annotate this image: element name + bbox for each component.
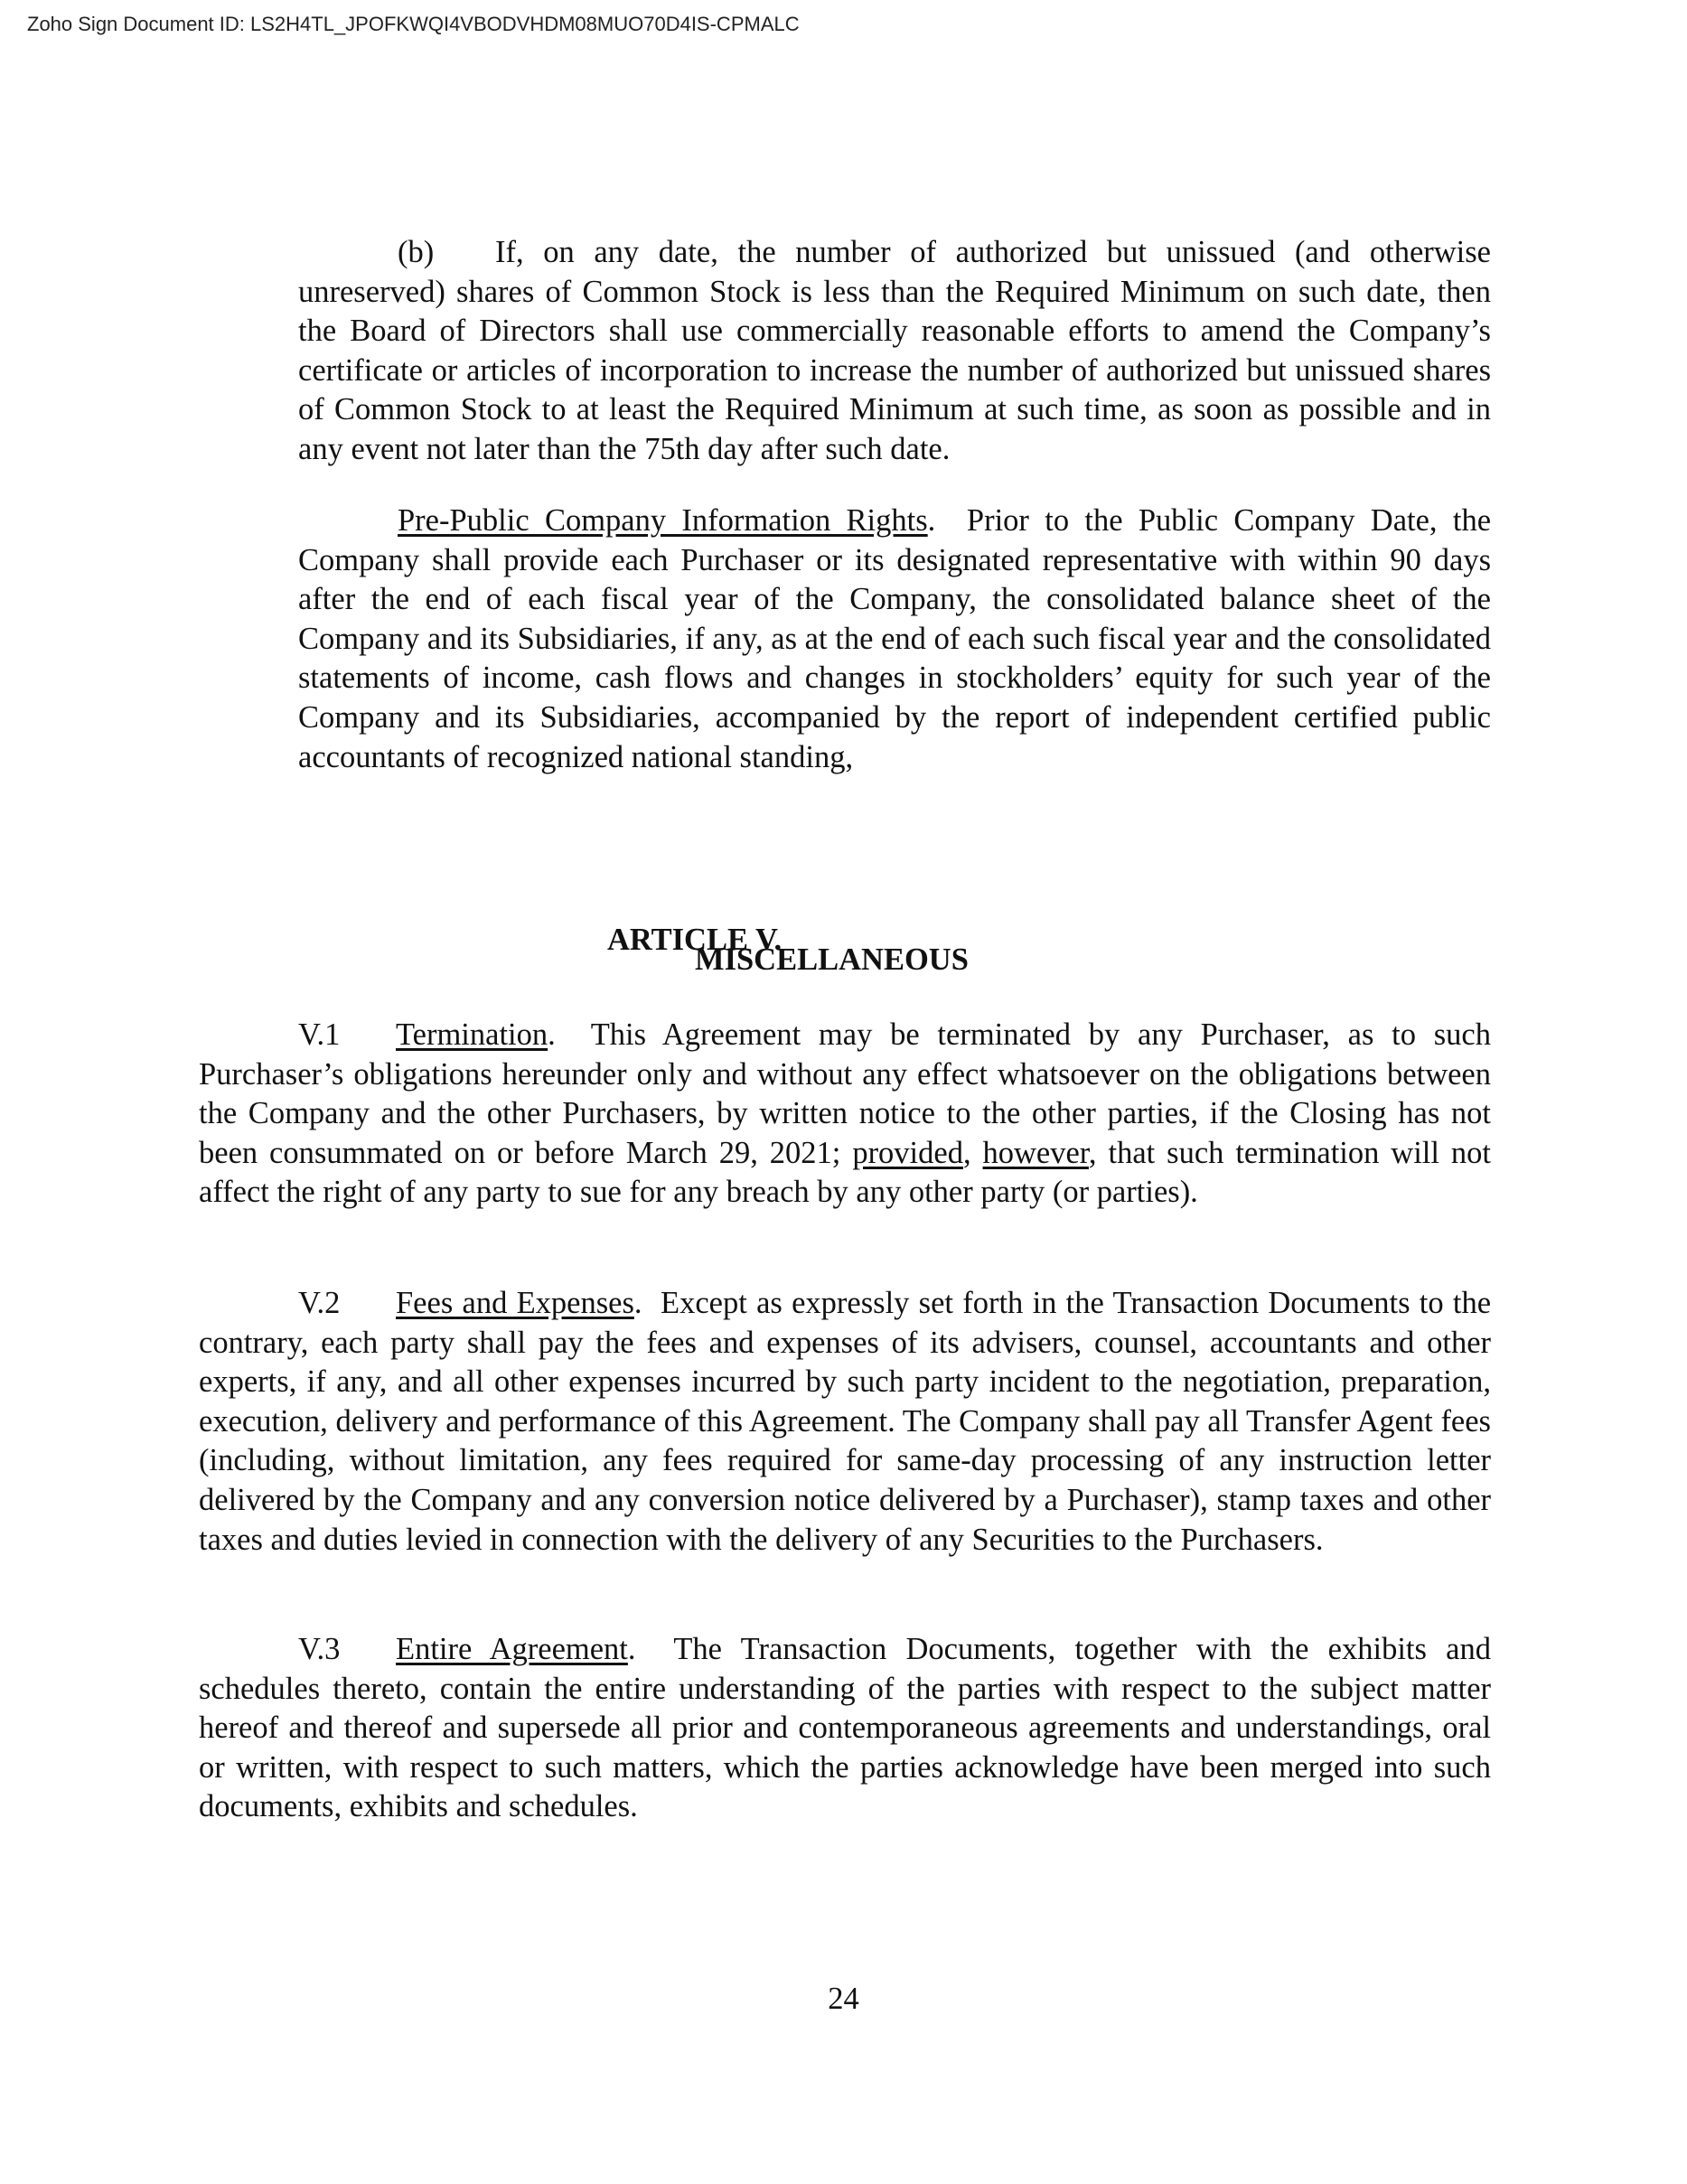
section-v3-text: The Transaction Documents, together with the exhibits and schedules thereto, contain the entire understanding of the parties with respect to the subject matter hereof and thereof and supersede all prior and contemporaneous agreements and understandings, oral or written, with respect to such matters, which the parties acknowledge have been merged into such documents, exhibits and schedules. (199, 1632, 1491, 1824)
section-v1-provided: provided (852, 1135, 963, 1170)
section-v1-text-after: , that such termination will not affect the right of any party to sue for any breach by any other party (or parties). (199, 1135, 1491, 1210)
section-v1: V.1 Termination. This Agreement may be terminated by any Purchaser, as to such Purchaser’s obligations hereunder only and without any effect whatsoever on the obligations between the Company and the other Purchasers, by written notice to the other parties, if the Closing has not been consummated on or before March 29, 2021; provided, however, that such termination will not affect the right of any party to sue for any breach by any other party (or parties). (199, 1017, 1491, 1210)
article-title: MISCELLANEOUS (695, 942, 969, 977)
section-v1-comma: , (962, 1135, 983, 1170)
section-v3-number: V.3 (298, 1632, 341, 1666)
section-v2-text: Except as expressly set forth in the Transaction Documents to the contrary, each party shall pay the fees and expenses of its advisers, counsel, accountants and other experts, if any, and all other expenses incurred by such party incident to the negotiation, preparation, execution, delivery and performance of this Agreement. The Company shall pay all Transfer Agent fees (including, without limitation, any fees required for same-day processing of any instruction letter delivered by the Company and any conversion notice delivered by a Purchaser), stamp taxes and other taxes and duties levied in connection with the delivery of any Securities to the Purchasers. (199, 1286, 1492, 1557)
section-v2-heading: Fees and Expenses (396, 1286, 634, 1320)
section-v1-text-before: This Agreement may be terminated by any Purchaser, as to such Purchaser’s obligations hereunder only and without any effect whatsoever on the obligations between the Company and the other Purchasers, by written notice to the other parties, if the Closing has not been consummated on or before March 29, 2021; (199, 1017, 1491, 1170)
section-v1-number: V.1 (298, 1017, 341, 1052)
document-id: Zoho Sign Document ID: LS2H4TL_JPOFKWQI4VBODVHDM08MUO70D4IS-CPMALC (27, 13, 800, 35)
section-v1-heading: Termination (396, 1017, 548, 1052)
section-v1-however: however (982, 1135, 1089, 1170)
info-rights-heading-period: . (927, 503, 936, 538)
article-number: ARTICLE V. (607, 923, 783, 957)
info-rights-heading: Pre-Public Company Information Rights (398, 503, 928, 538)
paragraph-b (298, 233, 1491, 470)
section-v3: V.3 Entire Agreement. The Transaction Documents, together with the exhibits and schedules thereto, contain the entire understanding of the parties with respect to the subject matter hereof and thereof and supersede all prior and contemporaneous agreements and understandings, oral or written, with respect to such matters, which the parties acknowledge have been merged into such documents, exhibits and schedules. (199, 1632, 1491, 1824)
paragraph-b-label: (b) (398, 235, 435, 269)
section-v2-number: V.2 (298, 1286, 341, 1320)
page-number: 24 (828, 1982, 859, 2016)
info-rights-text: Prior to the Public Company Date, the Company shall provide each Purchaser or its designated representative with within 90 days after the end of each fiscal year of the Company, the consolidated balance sheet of the Company and its Subsidiaries, if any, as at the end of each such fiscal year and the consolidated statements of income, cash flows and changes in stockholders’ equity for such year of the Company and its Subsidiaries, accompanied by the report of independent certified public accountants of recognized national standing, (298, 503, 1492, 774)
paragraph-b-text: If, on any date, the number of authorized but unissued (and otherwise unreserved) shares of Common Stock is less than the Required Minimum on such date, then the Board of Directors shall use commercially reasonable efforts to amend the Company’s certificate or articles of incorporation to increase the number of authorized but unissued shares of Common Stock to at least the Required Minimum at such time, as soon as possible and in any event not later than the 75th day after such date. (298, 235, 1491, 466)
paragraph-info-rights (298, 501, 1491, 777)
section-v2: V.2 Fees and Expenses. Except as expressly set forth in the Transaction Documents to the contrary, each party shall pay the fees and expenses of its advisers, counsel, accountants and other experts, if any, and all other expenses incurred by such party incident to the negotiation, preparation, execution, delivery and performance of this Agreement. The Company shall pay all Transfer Agent fees (including, without limitation, any fees required for same-day processing of any instruction letter delivered by the Company and any conversion notice delivered by a Purchaser), stamp taxes and other taxes and duties levied in connection with the delivery of any Securities to the Purchasers. (199, 1286, 1492, 1557)
section-v3-heading: Entire Agreement (396, 1632, 628, 1666)
